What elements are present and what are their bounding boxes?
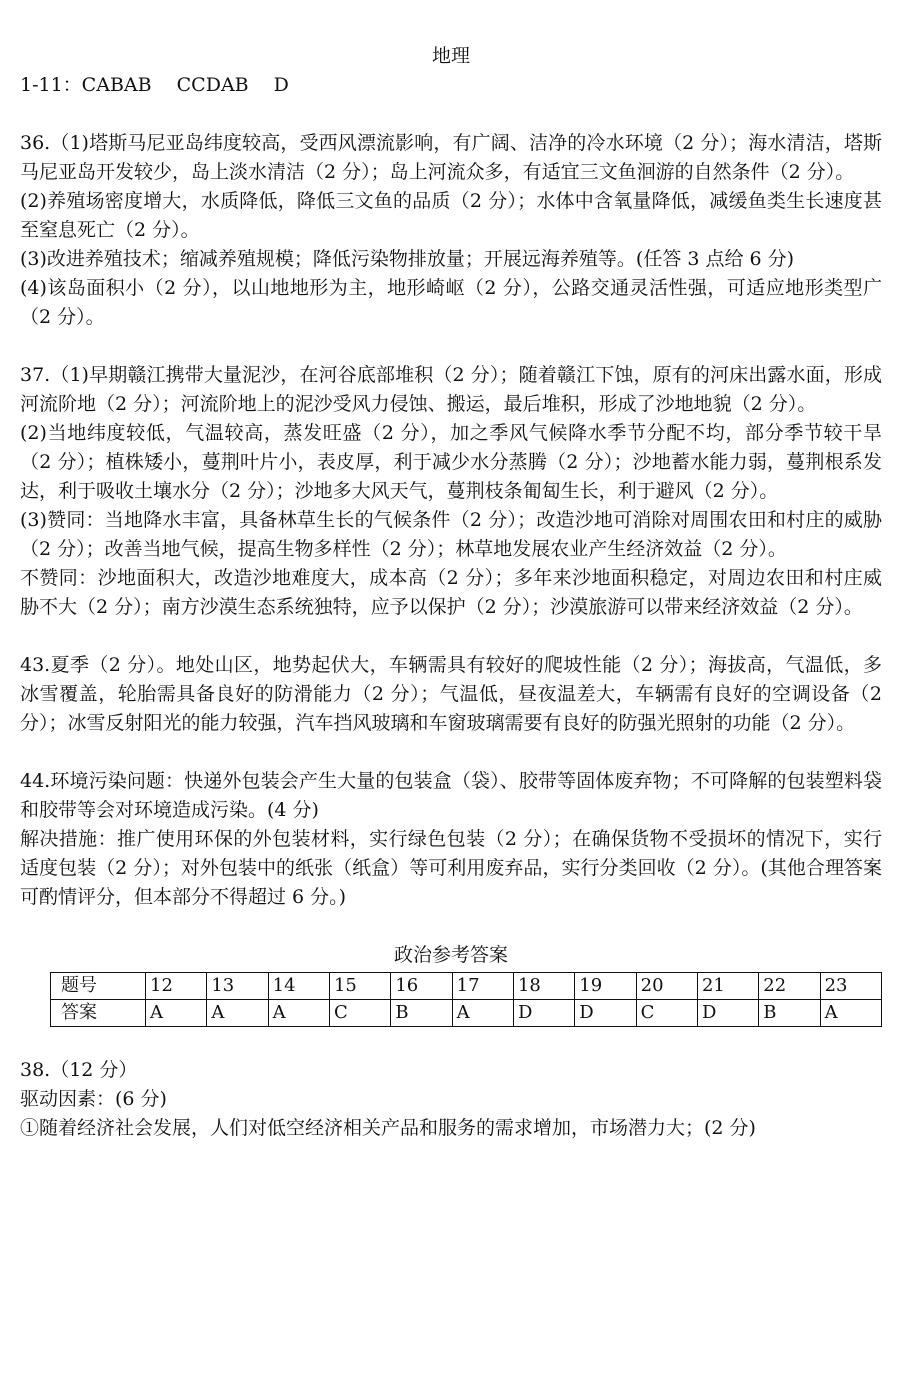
table-row: [51, 973, 882, 1000]
table-cell: A: [146, 1000, 207, 1027]
q43-answer: 43.夏季（2 分）。地处山区，地势起伏大，车辆需具有较好的爬坡性能（2 分）；海拔高，气温低，多冰雪覆盖，轮胎需具备良好的防滑能力（2 分）；气温低，昼夜温差大，车辆需有良好的空调设备（2 分）；冰雪反射阳光的能力较强，汽车挡风玻璃和车窗玻璃需要有良好的防强光照射的功能（2 分）。: [20, 654, 882, 734]
table-cell: B: [759, 1000, 820, 1027]
geography-title: 地理: [431, 45, 470, 67]
table-cell: D: [575, 1000, 636, 1027]
politics-answer-table: [50, 972, 882, 1027]
table-cell: A: [268, 1000, 329, 1027]
table-cell: 20: [636, 973, 697, 1000]
politics-title: 政治参考答案: [393, 944, 508, 966]
q36-part4: (4)该岛面积小（2 分），以山地地形为主，地形崎岖（2 分），公路交通灵活性强，可适应地形类型广（2 分）。: [20, 277, 882, 328]
q37-part3-disagree: 不赞同：沙地面积大，改造沙地难度大，成本高（2 分）；多年来沙地面积稳定，对周边农田和村庄威胁不大（2 分）；南方沙漠生态系统独特，应予以保护（2 分）；沙漠旅游可以带来经济效益（2 分）。: [20, 567, 882, 618]
q44-measures: 解决措施：推广使用环保的外包装材料，实行绿色包装（2 分）；在确保货物不受损坏的情况下，实行适度包装（2 分）；对外包装中的纸张（纸盒）等可利用废弃品，实行分类回收（2 分）。(其他合理答案可酌情评分，但本部分不得超过 6 分。): [20, 828, 882, 908]
table-cell: 15: [329, 973, 390, 1000]
table-row: [51, 1000, 882, 1027]
table-cell: 21: [697, 973, 758, 1000]
table-cell: 12: [146, 973, 207, 1000]
q37-part3-agree: (3)赞同：当地降水丰富，具备林草生长的气候条件（2 分）；改造沙地可消除对周围农田和村庄的威胁（2 分）；改善当地气候，提高生物多样性（2 分）；林草地发展农业产生经济效益（2 分）。: [20, 509, 882, 560]
q38-subheader: 驱动因素：(6 分): [20, 1088, 167, 1110]
table-cell: 19: [575, 973, 636, 1000]
q36-part2: (2)养殖场密度增大，水质降低，降低三文鱼的品质（2 分）；水体中含氧量降低，减缓鱼类生长速度甚至窒息死亡（2 分）。: [20, 190, 882, 241]
table-cell: C: [636, 1000, 697, 1027]
table-cell: A: [452, 1000, 513, 1027]
q37-part1: 37.（1)早期赣江携带大量泥沙，在河谷底部堆积（2 分）；随着赣江下蚀，原有的河床出露水面，形成河流阶地（2 分）；河流阶地上的泥沙受风力侵蚀、搬运，最后堆积，形成了沙地地貌（2 分）。: [20, 364, 882, 415]
table-cell: 16: [391, 973, 452, 1000]
q38-header: 38.（12 分）: [20, 1059, 138, 1081]
table-cell: 22: [759, 973, 820, 1000]
q44-problem: 44.环境污染问题：快递外包装会产生大量的包装盒（袋）、胶带等固体废弃物；不可降解的包装塑料袋和胶带等会对环境造成污染。(4 分): [20, 770, 882, 821]
q36-part3: (3)改进养殖技术；缩减养殖规模；降低污染物排放量；开展远海养殖等。(任答 3 点给 6 分): [20, 248, 795, 270]
table-cell: B: [391, 1000, 452, 1027]
q38-point1: ①随着经济社会发展，人们对低空经济相关产品和服务的需求增加，市场潜力大；(2 分): [20, 1117, 756, 1139]
q36-part1: 36.（1)塔斯马尼亚岛纬度较高，受西风漂流影响，有广阔、洁净的冷水环境（2 分）；海水清洁，塔斯马尼亚岛开发较少，岛上淡水清洁（2 分）；岛上河流众多，有适宜三文鱼洄游的自然条件（2 分）。: [20, 132, 882, 183]
table-cell: 18: [513, 973, 574, 1000]
row-label-answer: 答案: [51, 1000, 146, 1027]
table-cell: 17: [452, 973, 513, 1000]
q37-part2: (2)当地纬度较低，气温较高，蒸发旺盛（2 分），加之季风气候降水季节分配不均，部分季节较干旱（2 分）；植株矮小，蔓荆叶片小，表皮厚，利于减少水分蒸腾（2 分）；沙地蓄水能力弱，蔓荆根系发达，利于吸收土壤水分（2 分）；沙地多大风天气，蔓荆枝条匍匐生长，利于避风（2 分）。: [20, 422, 882, 502]
row-label-number: 题号: [51, 973, 146, 1000]
table-cell: 23: [820, 973, 881, 1000]
answer-sheet: [20, 42, 882, 1143]
table-cell: D: [697, 1000, 758, 1027]
table-cell: A: [820, 1000, 881, 1027]
table-cell: D: [513, 1000, 574, 1027]
table-cell: 14: [268, 973, 329, 1000]
geography-mc-answers: 1-11：CABAB CCDAB D: [20, 74, 289, 96]
table-cell: A: [207, 1000, 268, 1027]
table-cell: 13: [207, 973, 268, 1000]
table-cell: C: [329, 1000, 390, 1027]
